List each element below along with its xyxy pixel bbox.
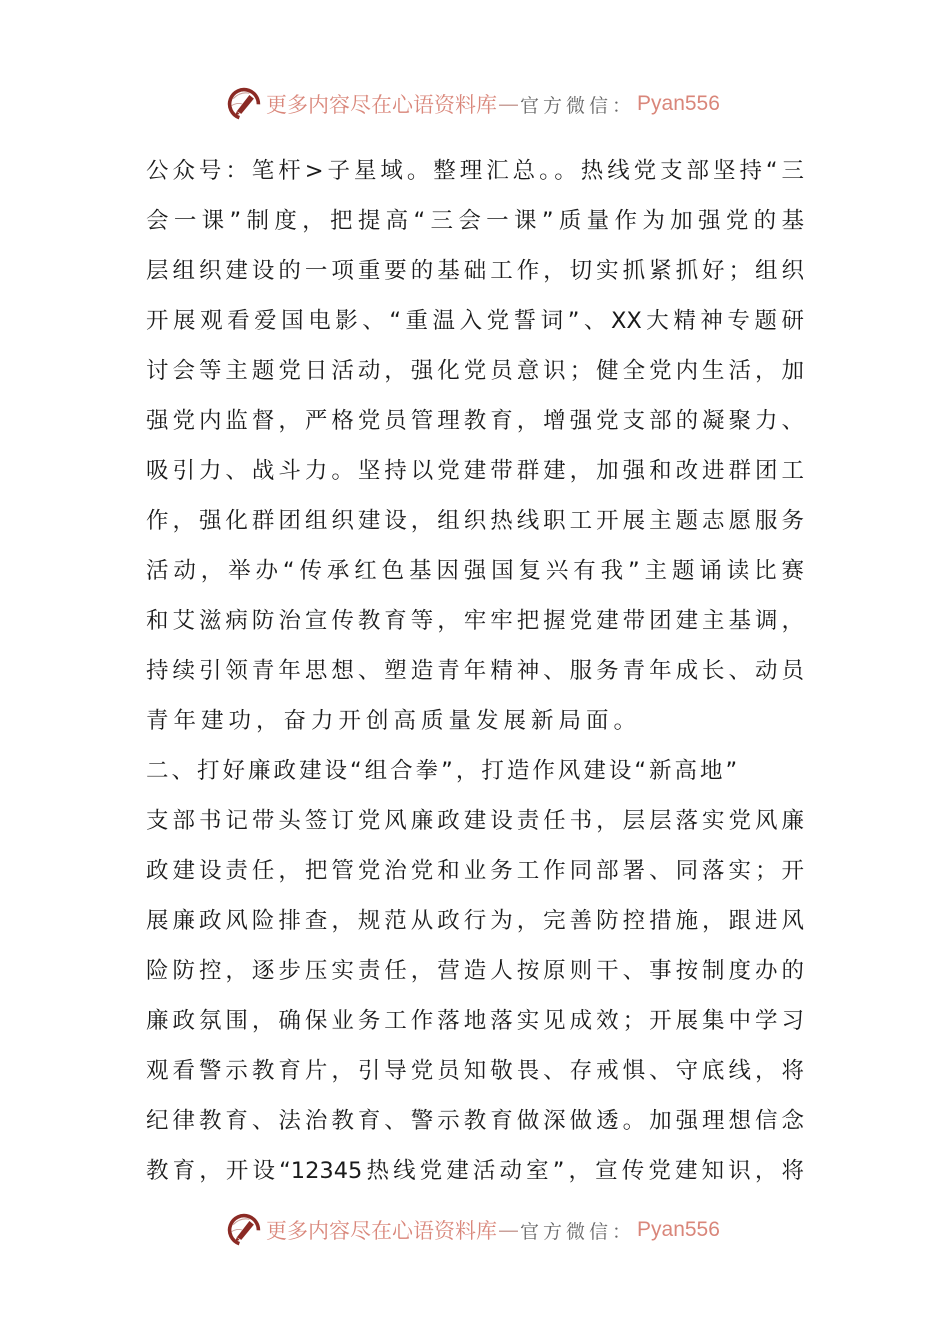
document-body [146, 146, 804, 1196]
text-line: 讨会等主题党日活动，强化党员意识；健全党内生活，加 [146, 358, 804, 384]
text-line: 会一课”制度，把提高“三会一课”质量作为加强党的基 [146, 208, 804, 234]
text-line: 作，强化群团组织建设，组织热线职工开展主题志愿服务 [146, 508, 804, 534]
text-line: 观看警示教育片，引导党员知敬畏、存戒惧、守底线，将 [146, 1058, 804, 1084]
text-line: 廉政氛围，确保业务工作落地落实见成效；开展集中学习 [146, 1008, 804, 1034]
footer-watermark [226, 1210, 720, 1250]
section-heading: 二、打好廉政建设“组合拳”，打造作风建设“新高地” [146, 758, 741, 784]
watermark-wechat-id: Pyan556 [637, 92, 720, 115]
paragraph-end-line: 青年建功，奋力开创高质量发展新局面。 [146, 708, 642, 734]
text-line: 政建设责任，把管党治党和业务工作同部署、同落实；开 [146, 858, 804, 884]
text-line: 持续引领青年思想、塑造青年精神、服务青年成长、动员 [146, 658, 804, 684]
pen-nib-logo-icon [226, 1212, 262, 1248]
watermark-wechat-id: Pyan556 [637, 1218, 720, 1241]
text-line: 纪律教育、法治教育、警示教育做深做透。加强理想信念 [146, 1108, 804, 1134]
watermark-main-text: 更多内容尽在心语资料库 [266, 1219, 497, 1243]
text-line: 展廉政风险排查，规范从政行为，完善防控措施，跟进风 [146, 908, 804, 934]
text-line: 公众号：笔杆>子星域。整理汇总。。热线党支部坚持“三 [146, 158, 804, 184]
text-line: 教育，开设“12345热线党建活动室”，宣传党建知识，将 [146, 1158, 804, 1184]
watermark-label: 官方微信： [520, 1220, 636, 1243]
header-watermark [226, 84, 720, 124]
watermark-main-text: 更多内容尽在心语资料库 [266, 93, 497, 117]
text-line: 支部书记带头签订党风廉政建设责任书，层层落实党风廉 [146, 808, 804, 834]
text-line: 险防控，逐步压实责任，营造人按原则干、事按制度办的 [146, 958, 804, 984]
text-line: 吸引力、战斗力。坚持以党建带群建，加强和改进群团工 [146, 458, 804, 484]
text-line: 开展观看爱国电影、“重温入党誓词”、XX大精神专题研 [146, 308, 804, 334]
watermark-dash: — [498, 92, 519, 116]
text-line: 强党内监督，严格党员管理教育，增强党支部的凝聚力、 [146, 408, 804, 434]
text-line: 层组织建设的一项重要的基础工作，切实抓紧抓好；组织 [146, 258, 804, 284]
pen-nib-logo-icon [226, 86, 262, 122]
text-line: 和艾滋病防治宣传教育等，牢牢把握党建带团建主基调， [146, 608, 804, 634]
watermark-dash: — [498, 1218, 519, 1242]
text-line: 活动，举办“传承红色基因强国复兴有我”主题诵读比赛 [146, 558, 804, 584]
watermark-label: 官方微信： [520, 94, 636, 117]
